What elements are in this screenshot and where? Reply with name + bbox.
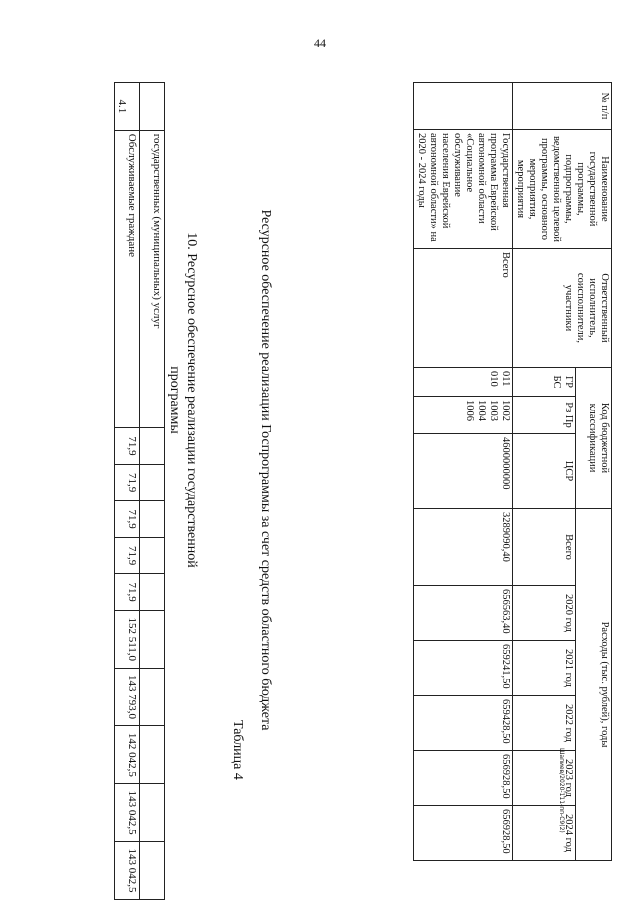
row-value: 143 042,5 bbox=[115, 784, 140, 842]
col-header-total: Всего bbox=[513, 509, 576, 586]
row-value: 143 793,0 bbox=[115, 668, 140, 726]
cell-2020: 656563,40 bbox=[414, 586, 513, 641]
row-value: 71,9 bbox=[115, 501, 140, 538]
cell-resp: Всего bbox=[414, 249, 513, 368]
col-header-rzpr: Рз Пр bbox=[513, 397, 576, 434]
col-header-code-group: Код бюджетной классификации bbox=[576, 368, 612, 509]
row-value: 71,9 bbox=[115, 428, 140, 465]
col-header-name: Наименование государственной программы, подпрограммы, ведомственной целевой программы, основного мероприятия, мероприятия bbox=[513, 130, 612, 249]
row-value: 71,9 bbox=[115, 574, 140, 611]
col-header-resp: Ответственный исполнитель, соисполнители, участники bbox=[513, 249, 612, 368]
table-row bbox=[115, 83, 140, 900]
page-number: 44 bbox=[314, 36, 326, 50]
row-value: 71,9 bbox=[115, 464, 140, 501]
col-header-2020: 2020 год bbox=[513, 586, 576, 641]
cell-2023: 656928,50 bbox=[414, 751, 513, 806]
table-title: Ресурсное обеспечение реализации Госпрограммы за счет средств областного бюджета bbox=[258, 209, 273, 731]
cell-2024: 656928,50 bbox=[414, 806, 513, 861]
table-header-row bbox=[576, 83, 612, 861]
cell-name: Государственная программа Еврейской автономной области «Социальное обслуживание населения Еврейской автономной области» на 2020 - 2024 годы bbox=[414, 130, 513, 249]
cell-rzpr: 1002 1003 1004 1006 bbox=[414, 397, 513, 434]
row-value: 143 042,5 bbox=[115, 842, 140, 900]
col-header-2023: 2023 год bbox=[513, 751, 576, 806]
services-header-text: государственных (муниципальных) услуг bbox=[140, 130, 165, 428]
cell-csr: 4600000000 bbox=[414, 434, 513, 509]
section-title: 10. Ресурсное обеспечение реализации государственной программы bbox=[167, 232, 199, 568]
row-value: 152 511,0 bbox=[115, 610, 140, 668]
cell-2022: 659428,50 bbox=[414, 696, 513, 751]
col-header-2022: 2022 год bbox=[513, 696, 576, 751]
col-header-grbs: ГР БС bbox=[513, 368, 576, 397]
resource-table bbox=[413, 82, 612, 861]
cell-2021: 659241,50 bbox=[414, 641, 513, 696]
table-label: Таблица 4 bbox=[230, 720, 245, 780]
row-number: 4.1 bbox=[115, 83, 140, 131]
col-header-2024: 2024 год bbox=[513, 806, 576, 861]
col-header-num: № п/п bbox=[513, 83, 612, 130]
cell-total: 3289090,40 bbox=[414, 509, 513, 586]
col-header-2021: 2021 год bbox=[513, 641, 576, 696]
cell-grbs: 011 010 bbox=[414, 368, 513, 397]
footer-code: Шапиев/2020-111-пп-С9(2) bbox=[558, 748, 565, 833]
col-header-costs-group: Расходы (тыс. рублей), годы bbox=[576, 509, 612, 861]
row-name: Обслуживаемые граждане bbox=[115, 130, 140, 428]
col-header-csr: ЦСР bbox=[513, 434, 576, 509]
row-value: 71,9 bbox=[115, 537, 140, 574]
row-value: 142 042,5 bbox=[115, 726, 140, 784]
table-row bbox=[414, 83, 513, 861]
table-row bbox=[140, 83, 165, 900]
services-table bbox=[114, 82, 165, 900]
cell-num bbox=[414, 83, 513, 130]
